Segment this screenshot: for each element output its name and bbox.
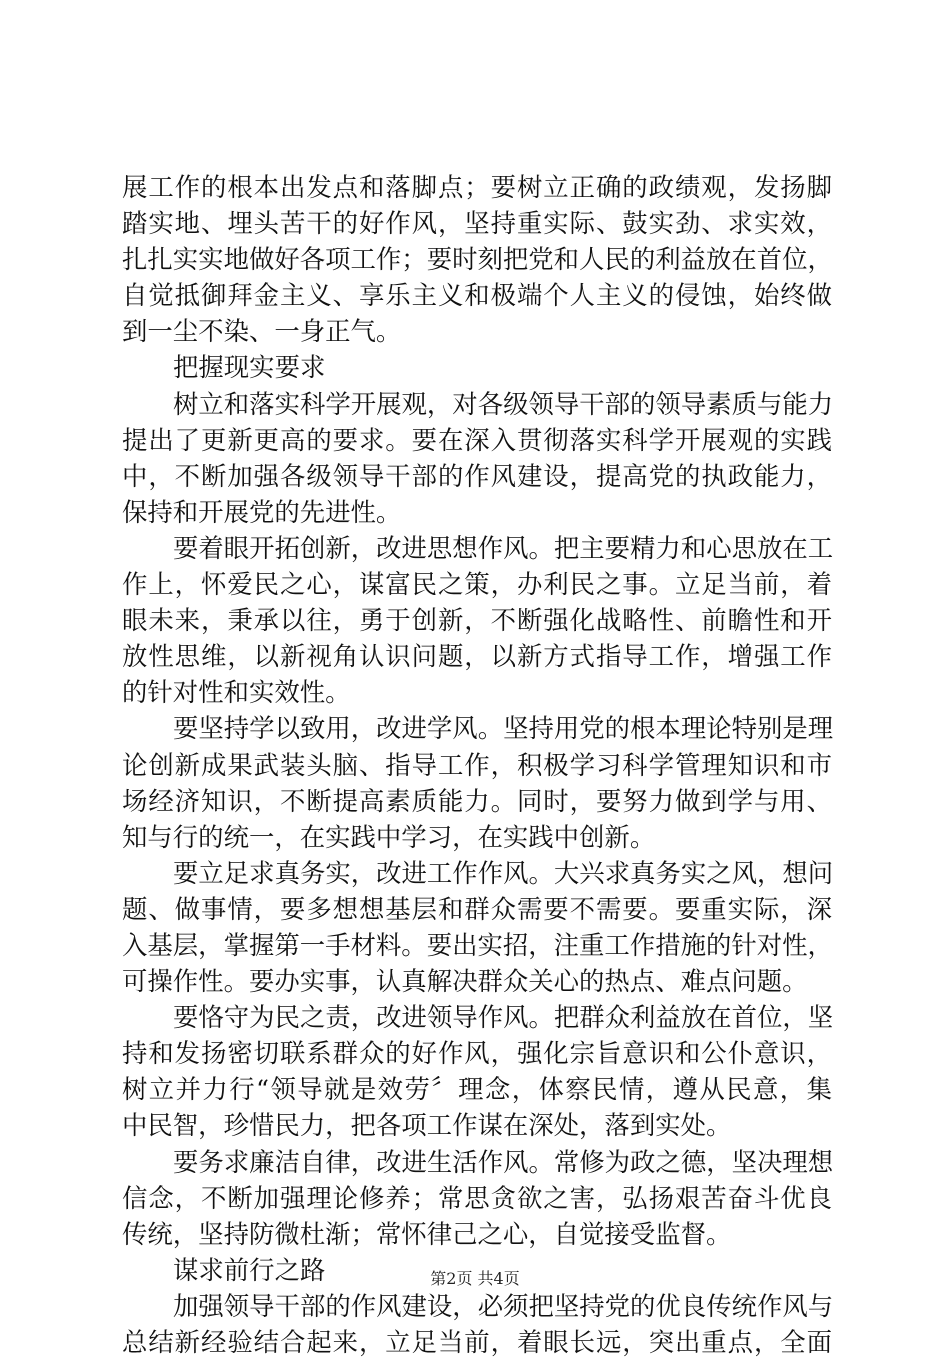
paragraph-line: 眼未来，秉承以往，勇于创新，不断强化战略性、前瞻性和开 [122,605,832,636]
paragraph-line: 到一尘不染、一身正气。 [122,316,402,347]
paragraph-line: 中民智，珍惜民力，把各项工作谋在深处，落到实处。 [122,1110,732,1141]
paragraph-line: 保持和开展党的先进性。 [122,496,402,527]
paragraph-line: 要务求廉洁自律，改进生活作风。常修为政之德，坚决理想 [173,1146,834,1177]
document-body [122,169,832,1360]
paragraph-line: 树立和落实科学开展观，对各级领导干部的领导素质与能力 [173,388,834,419]
paragraph-line: 要恪守为民之责，改进领导作风。把群众利益放在首位，坚 [173,1002,834,1033]
paragraph-line: 踏实地、埋头苦干的好作风，坚持重实际、鼓实劲、求实效， [122,208,832,239]
paragraph-line: 信念，不断加强理论修养；常思贪欲之害，弘扬艰苦奋斗优良 [122,1182,832,1213]
paragraph-line: 入基层，掌握第一手材料。要出实招，注重工作措施的针对性， [122,929,833,960]
paragraph-line: 知与行的统一，在实践中学习，在实践中创新。 [122,821,656,852]
paragraph-line: 放性思维，以新视角认识问题，以新方式指导工作，增强工作 [122,641,832,672]
page-footer: 第2页 共4页 [430,1269,520,1288]
paragraph-line: 中，不断加强各级领导干部的作风建设，提高党的执政能力， [122,460,832,491]
paragraph-line: 总结新经验结合起来，立足当前，着眼长远，突出重点，全面 [122,1327,832,1357]
paragraph-line: 持和发扬密切联系群众的好作风，强化宗旨意识和公仆意识， [122,1038,832,1069]
section-heading: 把握现实要求 [173,352,326,383]
paragraph-line: 的针对性和实效性。 [122,677,351,708]
paragraph-line: 要立足求真务实，改进工作作风。大兴求真务实之风，想问 [173,857,834,888]
paragraph-line: 自觉抵御拜金主义、享乐主义和极端个人主义的侵蚀，始终做 [122,280,832,311]
paragraph-line: 场经济知识，不断提高素质能力。同时，要努力做到学与用、 [122,785,832,816]
paragraph-line: 提出了更新更高的要求。要在深入贯彻落实科学开展观的实践 [122,424,832,455]
paragraph-line: 加强领导干部的作风建设，必须把坚持党的优良传统作风与 [173,1290,834,1321]
paragraph-line: 可操作性。要办实事，认真解决群众关心的热点、难点问题。 [122,966,808,997]
paragraph-line: 要坚持学以致用，改进学风。坚持用党的根本理论特别是理 [173,713,834,744]
paragraph-line: 扎扎实实地做好各项工作；要时刻把党和人民的利益放在首位， [122,244,833,275]
section-heading: 谋求前行之路 [173,1254,326,1285]
paragraph-line: 展工作的根本出发点和落脚点；要树立正确的政绩观，发扬脚 [122,172,832,202]
paragraph-line: 论创新成果武装头脑、指导工作，积极学习科学管理知识和市 [122,749,832,780]
paragraph-line: 作上，怀爱民之心，谋富民之策，办利民之事。立足当前，着 [122,569,832,600]
paragraph-line: 题、做事情，要多想想基层和群众需要不需要。要重实际，深 [122,893,832,924]
paragraph-line: 树立并力行“领导就是效劳〞理念，体察民情，遵从民意，集 [122,1074,832,1105]
paragraph-line: 要着眼开拓创新，改进思想作风。把主要精力和心思放在工 [173,532,834,563]
paragraph-line: 传统，坚持防微杜渐；常怀律己之心，自觉接受监督。 [122,1218,732,1249]
